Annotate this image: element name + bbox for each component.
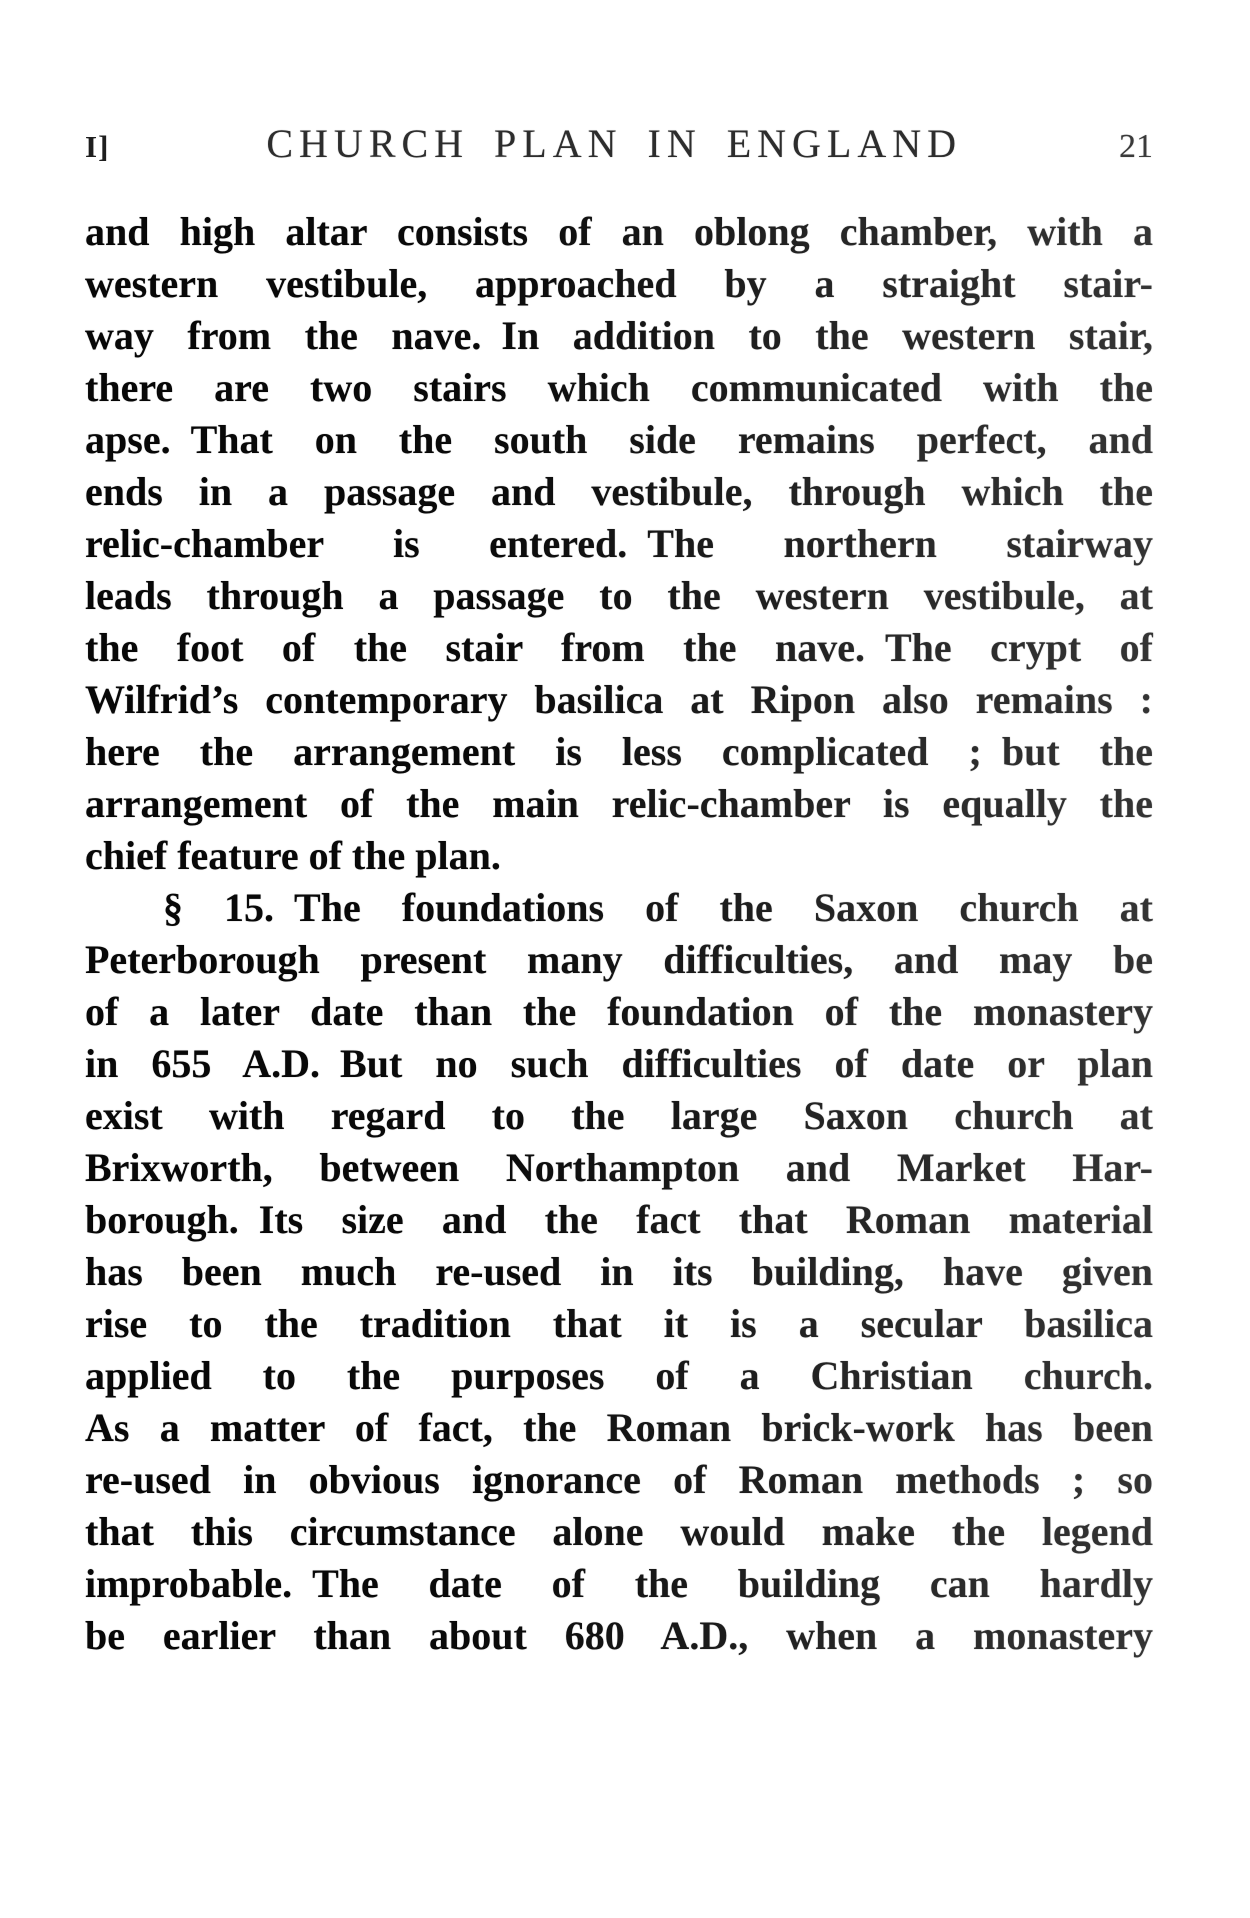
chapter-mark: I] xyxy=(85,129,110,164)
text-line: of a later date than the foundation of the monastery xyxy=(85,986,1153,1038)
text-line: exist with regard to the large Saxon church at xyxy=(85,1090,1153,1142)
text-line: Brixworth, between Northampton and Market Har- xyxy=(85,1142,1153,1194)
text-line: and high altar consists of an oblong chamber, with a xyxy=(85,206,1153,258)
text-line: apse. That on the south side remains perfect, and xyxy=(85,414,1153,466)
text-line: that this circumstance alone would make the legend xyxy=(85,1506,1153,1558)
text-line: way from the nave. In addition to the western stair, xyxy=(85,310,1153,362)
page-number: 21 xyxy=(1119,128,1153,165)
text-line: rise to the tradition that it is a secular basilica xyxy=(85,1298,1153,1350)
text-line: in 655 A.D. But no such difficulties of date or plan xyxy=(85,1038,1153,1090)
text-line: arrangement of the main relic-chamber is equally the xyxy=(85,778,1153,830)
text-line: relic-chamber is entered. The northern stairway xyxy=(85,518,1153,570)
text-line: applied to the purposes of a Christian church. xyxy=(85,1350,1153,1402)
text-line: As a matter of fact, the Roman brick-work has been xyxy=(85,1402,1153,1454)
text-line: Peterborough present many difficulties, and may be xyxy=(85,934,1153,986)
body-text xyxy=(85,206,1153,1662)
text-line: ends in a passage and vestibule, through which the xyxy=(85,466,1153,518)
text-line: be earlier than about 680 A.D., when a monastery xyxy=(85,1610,1153,1662)
text-line: borough. Its size and the fact that Roman material xyxy=(85,1194,1153,1246)
text-line: Wilfrid’s contemporary basilica at Ripon also remains : xyxy=(85,674,1153,726)
text-line: here the arrangement is less complicated ; but the xyxy=(85,726,1153,778)
text-line: § 15. The foundations of the Saxon church at xyxy=(85,882,1153,934)
text-line: there are two stairs which communicated with the xyxy=(85,362,1153,414)
text-line: leads through a passage to the western vestibule, at xyxy=(85,570,1153,622)
text-line: chief feature of the plan. xyxy=(85,830,1153,882)
text-line: the foot of the stair from the nave. The crypt of xyxy=(85,622,1153,674)
text-line: western vestibule, approached by a straight stair- xyxy=(85,258,1153,310)
running-head xyxy=(85,120,1153,167)
text-line: improbable. The date of the building can hardly xyxy=(85,1558,1153,1610)
page-title: CHURCH PLAN IN ENGLAND xyxy=(266,121,963,166)
text-line: has been much re-used in its building, have given xyxy=(85,1246,1153,1298)
text-line: re-used in obvious ignorance of Roman methods ; so xyxy=(85,1454,1153,1506)
